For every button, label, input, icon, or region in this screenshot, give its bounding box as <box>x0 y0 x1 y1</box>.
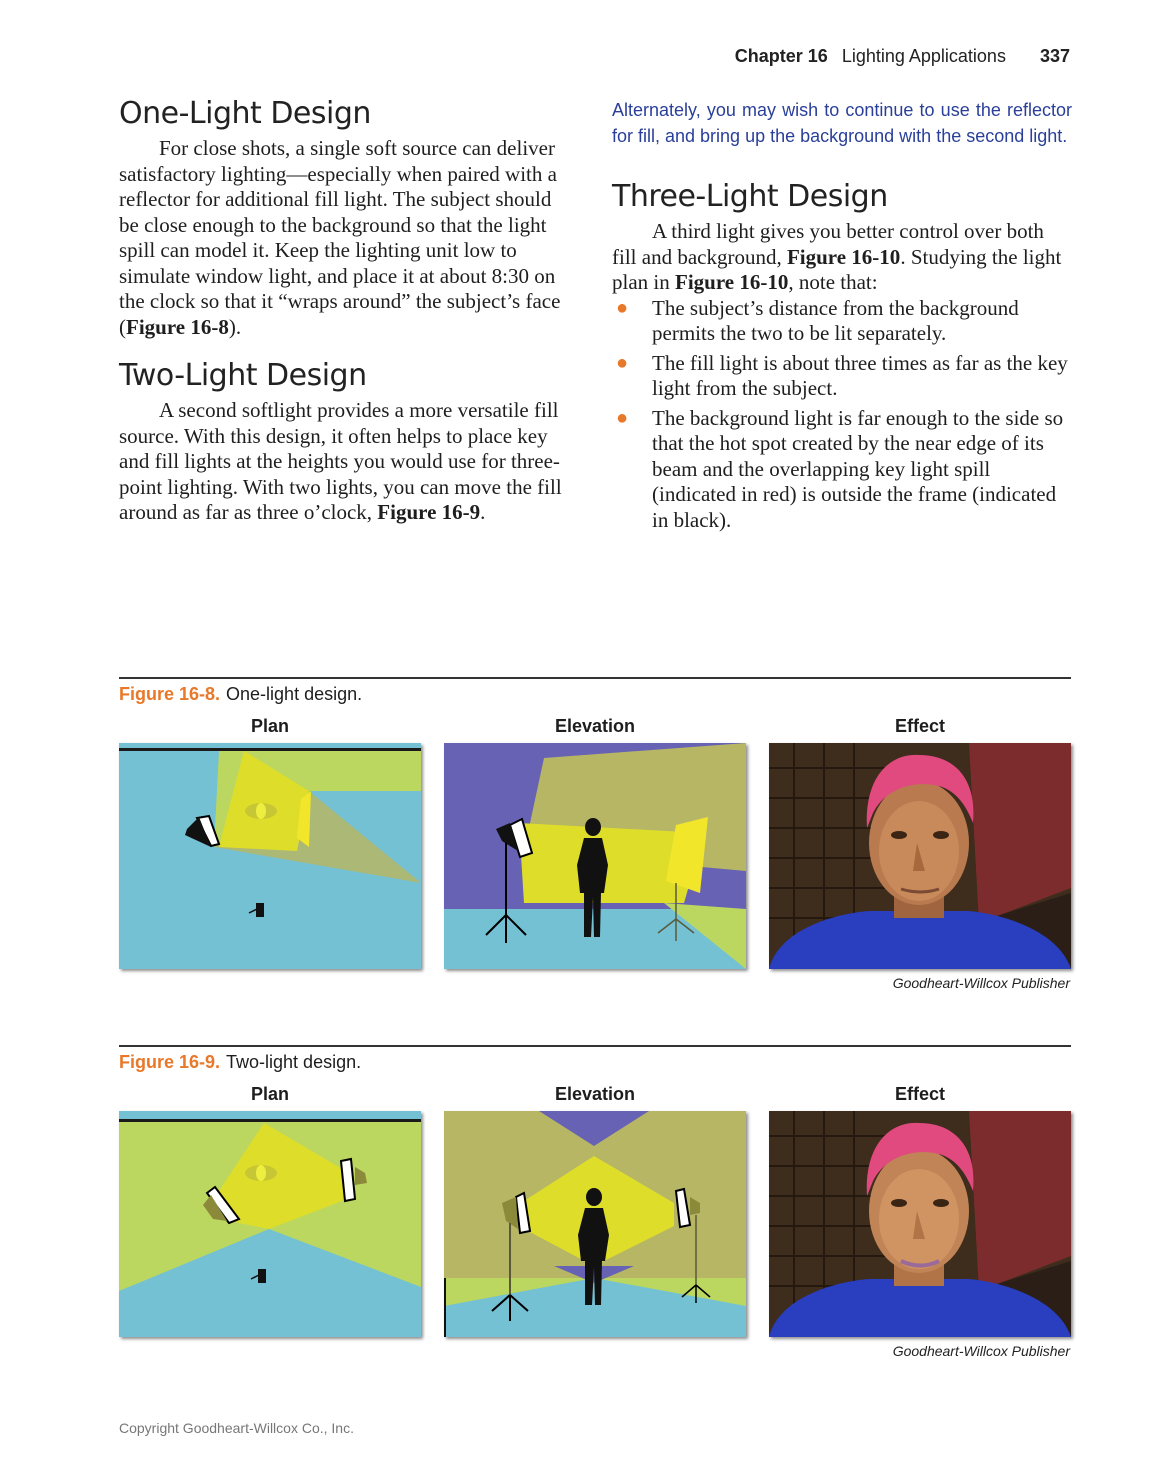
bullet-icon: ● <box>616 406 629 429</box>
chapter-title: Lighting Applications <box>841 46 1006 66</box>
heading-two-light: Two-Light Design <box>119 358 367 393</box>
figure-ref: Figure 16-8 <box>126 314 229 339</box>
elevation-diagram <box>444 1111 746 1337</box>
photo-credit: Goodheart-Willcox Publisher <box>892 975 1070 991</box>
effect-render <box>769 1111 1071 1337</box>
plan-diagram <box>119 743 421 969</box>
figure-caption: Figure 16-8. One-light design. <box>119 684 363 704</box>
running-header <box>735 46 1070 67</box>
paragraph-one-light: For close shots, a single soft source can deliver satisfactory lighting—especially when paired with a reflector for additional fill light. The subject should be close enough to the background so that the light spill can model it. Keep the lighting unit low to simulate window light, and place it at about 8:30 on the clock so that it “wraps around” the subject’s face (Figure 16-8). <box>119 136 561 339</box>
effect-render <box>769 743 1071 969</box>
elevation-diagram <box>444 743 746 969</box>
photo-credit: Goodheart-Willcox Publisher <box>892 1343 1070 1359</box>
column-head-effect: Effect <box>894 716 945 736</box>
figure-rule <box>119 677 1071 679</box>
bullet-icon: ● <box>616 296 629 319</box>
column-head-elevation: Elevation <box>554 1084 636 1104</box>
heading-one-light: One-Light Design <box>119 96 371 131</box>
heading-three-light: Three-Light Design <box>612 179 888 214</box>
column-head-plan: Plan <box>250 716 289 736</box>
reflector-note: Alternately, you may wish to continue to use the reflector for fill, and bring up the background with the second light. <box>612 100 1072 146</box>
paragraph-two-light: A second softlight provides a more versatile fill source. With this design, it often helps to place key and fill lights at the heights you would use for three-point lighting. With two lights, you can move the fill around as far as three o’clock, Figure 16-9. <box>119 398 562 524</box>
list-item: ● The subject’s distance from the background permits the two to be lit separately. <box>616 295 1019 345</box>
figure-ref: Figure 16-9 <box>377 500 481 524</box>
list-item: ● The background light is far enough to the side so that the hot spot created by the near edge of its beam and the overlapping key light spill (indicated in red) is outside the frame (indicated in black). <box>616 405 1064 532</box>
figure-rule <box>119 1045 1071 1047</box>
bullet-icon: ● <box>616 351 629 374</box>
left-column <box>119 96 571 526</box>
figure-ref: Figure 16-10 <box>786 244 901 269</box>
chapter-label: Chapter 16 <box>734 46 828 66</box>
figure-ref: Figure 16-10 <box>675 270 789 294</box>
column-head-plan: Plan <box>250 1084 289 1104</box>
column-head-elevation: Elevation <box>554 716 636 736</box>
page-number: 337 <box>1039 46 1070 66</box>
column-head-effect: Effect <box>894 1084 945 1104</box>
bullet-list <box>612 296 1072 534</box>
right-column <box>612 96 1072 537</box>
plan-diagram <box>119 1111 421 1337</box>
paragraph-three-light: A third light gives you better control over both fill and background, Figure 16-10. Studying the light plan in Figure 16-10, note that: <box>612 219 1062 294</box>
copyright-footer: Copyright Goodheart-Willcox Co., Inc. <box>119 1420 354 1436</box>
list-item: ● The fill light is about three times as far as the key light from the subject. <box>616 350 1068 400</box>
figure-caption: Figure 16-9. Two-light design. <box>119 1052 362 1072</box>
